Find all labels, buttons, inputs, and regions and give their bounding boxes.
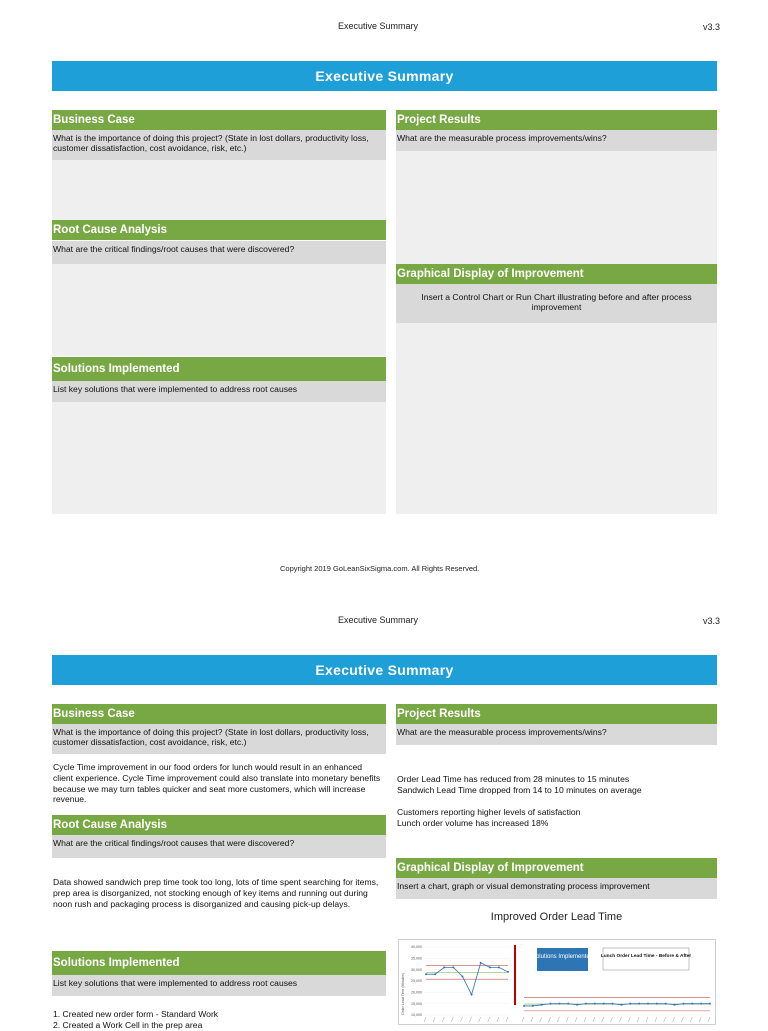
y-tick-label: 15,000 [411, 1001, 422, 1006]
before-data-point [498, 966, 500, 968]
page2-graphical-title: Graphical Display of Improvement [396, 858, 717, 878]
after-data-point [638, 1003, 640, 1005]
after-data-point [691, 1003, 693, 1005]
page2-results-line-1: Order Lead Time has reduced from 28 minutes to 15 minutes [397, 774, 630, 784]
page1-copyright: Copyright 2019 GoLeanSixSigma.com. All Rights Reserved. [280, 564, 480, 573]
page2-project-results-title: Project Results [396, 704, 717, 724]
page2-solutions-question: List key solutions that were implemented to address root causes [52, 975, 386, 996]
y-tick-label: 35,000 [411, 956, 422, 961]
page1-header-title: Executive Summary [338, 21, 419, 31]
y-tick-label: 25,000 [411, 979, 422, 984]
after-data-point [567, 1003, 569, 1005]
page1-business-case-question: What is the importance of doing this project? (State in lost dollars, productivity loss, customer dissatisfaction, cost avoidance, risk, etc.) [52, 130, 386, 160]
page1-graphical-body[interactable] [396, 323, 717, 514]
page2-version: v3.3 [703, 616, 721, 626]
page2-results-line-2: Sandwich Lead Time dropped from 14 to 10 minutes on average [397, 785, 642, 795]
after-data-point [576, 1004, 578, 1006]
page1-root-cause-title: Root Cause Analysis [52, 220, 386, 240]
chart-ylabel: Order Lead Time (Minutes) [401, 973, 405, 1015]
after-data-point [523, 1005, 525, 1007]
page2-root-cause-title: Root Cause Analysis [52, 815, 386, 835]
y-tick-label: 20,000 [411, 990, 422, 995]
before-data-point [425, 973, 427, 975]
page1-graphical-title: Graphical Display of Improvement [396, 264, 717, 284]
after-data-point [532, 1005, 534, 1007]
after-data-point [656, 1003, 658, 1005]
page2-root-cause-question: What are the critical findings/root causes that were discovered? [52, 835, 386, 858]
page1-root-cause-body[interactable] [52, 264, 386, 356]
lead-time-chart [398, 939, 716, 1025]
page2-results-line-4: Lunch order volume has increased 18% [397, 818, 549, 828]
after-data-point [665, 1003, 667, 1005]
y-tick-label: 30,000 [411, 967, 422, 972]
before-data-point [471, 994, 473, 996]
page1-version: v3.3 [703, 22, 721, 32]
before-data-point [452, 966, 454, 968]
before-data-point [480, 962, 482, 964]
page2-solutions-title: Solutions Implemented [52, 951, 386, 975]
inner-chart-title: Lunch Order Lead Time - Before & After [600, 954, 692, 959]
after-data-point [700, 1003, 702, 1005]
before-data-point [434, 973, 436, 975]
page2-header-title: Executive Summary [338, 615, 419, 625]
before-data-point [507, 971, 509, 973]
after-data-point [550, 1003, 552, 1005]
before-data-point [461, 975, 463, 977]
page2-results-line-3: Customers reporting higher levels of satisfaction [397, 807, 581, 817]
page1-business-case-body[interactable] [52, 160, 386, 220]
page1-graphical-question: Insert a Control Chart or Run Chart illustrating before and after process improvement [396, 284, 717, 323]
after-data-point [647, 1003, 649, 1005]
page2-business-case-answer: Cycle Time improvement in our food orders for lunch would result in an enhanced client experience. Cycle Time improvement could also translate into monetary benefits because we may turn tables quicker and seat more customers, which will increase revenue. [53, 762, 381, 805]
after-data-point [603, 1003, 605, 1005]
page1-project-results-body[interactable] [396, 151, 717, 264]
page1-solutions-title: Solutions Implemented [52, 357, 386, 381]
page1-business-case-title: Business Case [52, 110, 386, 130]
page2-root-cause-answer: Data showed sandwich prep time took too long, lots of time spent searching for items, prep area is disorganized, not stocking enough of key items and running out during noon rush and packaging process is disorganized and causing pick-up delays. [53, 877, 379, 909]
page2-graphical-question: Insert a chart, graph or visual demonstrating process improvement [396, 878, 717, 899]
page1-solutions-question: List key solutions that were implemented to address root causes [52, 381, 386, 402]
after-data-point [629, 1003, 631, 1005]
after-data-point [612, 1003, 614, 1005]
after-data-point [620, 1004, 622, 1006]
after-data-point [541, 1004, 543, 1006]
after-data-point [558, 1003, 560, 1005]
page1-project-results-title: Project Results [396, 110, 717, 130]
page2-solutions-answer: 1. Created new order form - Standard Work 2. Created a Work Cell in the prep area [53, 1009, 219, 1030]
after-data-point [594, 1003, 596, 1005]
after-data-point [674, 1004, 676, 1006]
after-data-point [585, 1003, 587, 1005]
chart-title: Improved Order Lead Time [490, 911, 623, 923]
before-data-point [489, 966, 491, 968]
solutions-annotation-text: Solutions Implemented [531, 954, 594, 960]
page1-root-cause-question: What are the critical findings/root causes that were discovered? [52, 241, 386, 264]
page1-solutions-body[interactable] [52, 402, 386, 514]
after-data-point [709, 1003, 711, 1005]
page2-business-case-question: What is the importance of doing this project? (State in lost dollars, productivity loss, customer dissatisfaction, cost avoidance, risk, etc.) [52, 724, 386, 754]
y-tick-label: 10,000 [411, 1013, 422, 1018]
page1-banner: Executive Summary [52, 61, 717, 91]
page2-project-results-question: What are the measurable process improvements/wins? [396, 724, 717, 745]
y-tick-label: 40,000 [411, 945, 422, 950]
page2-banner: Executive Summary [52, 655, 717, 685]
before-data-point [443, 966, 445, 968]
inner-title-box [600, 948, 692, 970]
page1-project-results-question: What are the measurable process improvements/wins? [396, 130, 717, 151]
page2-business-case-title: Business Case [52, 704, 386, 724]
after-data-point [682, 1003, 684, 1005]
